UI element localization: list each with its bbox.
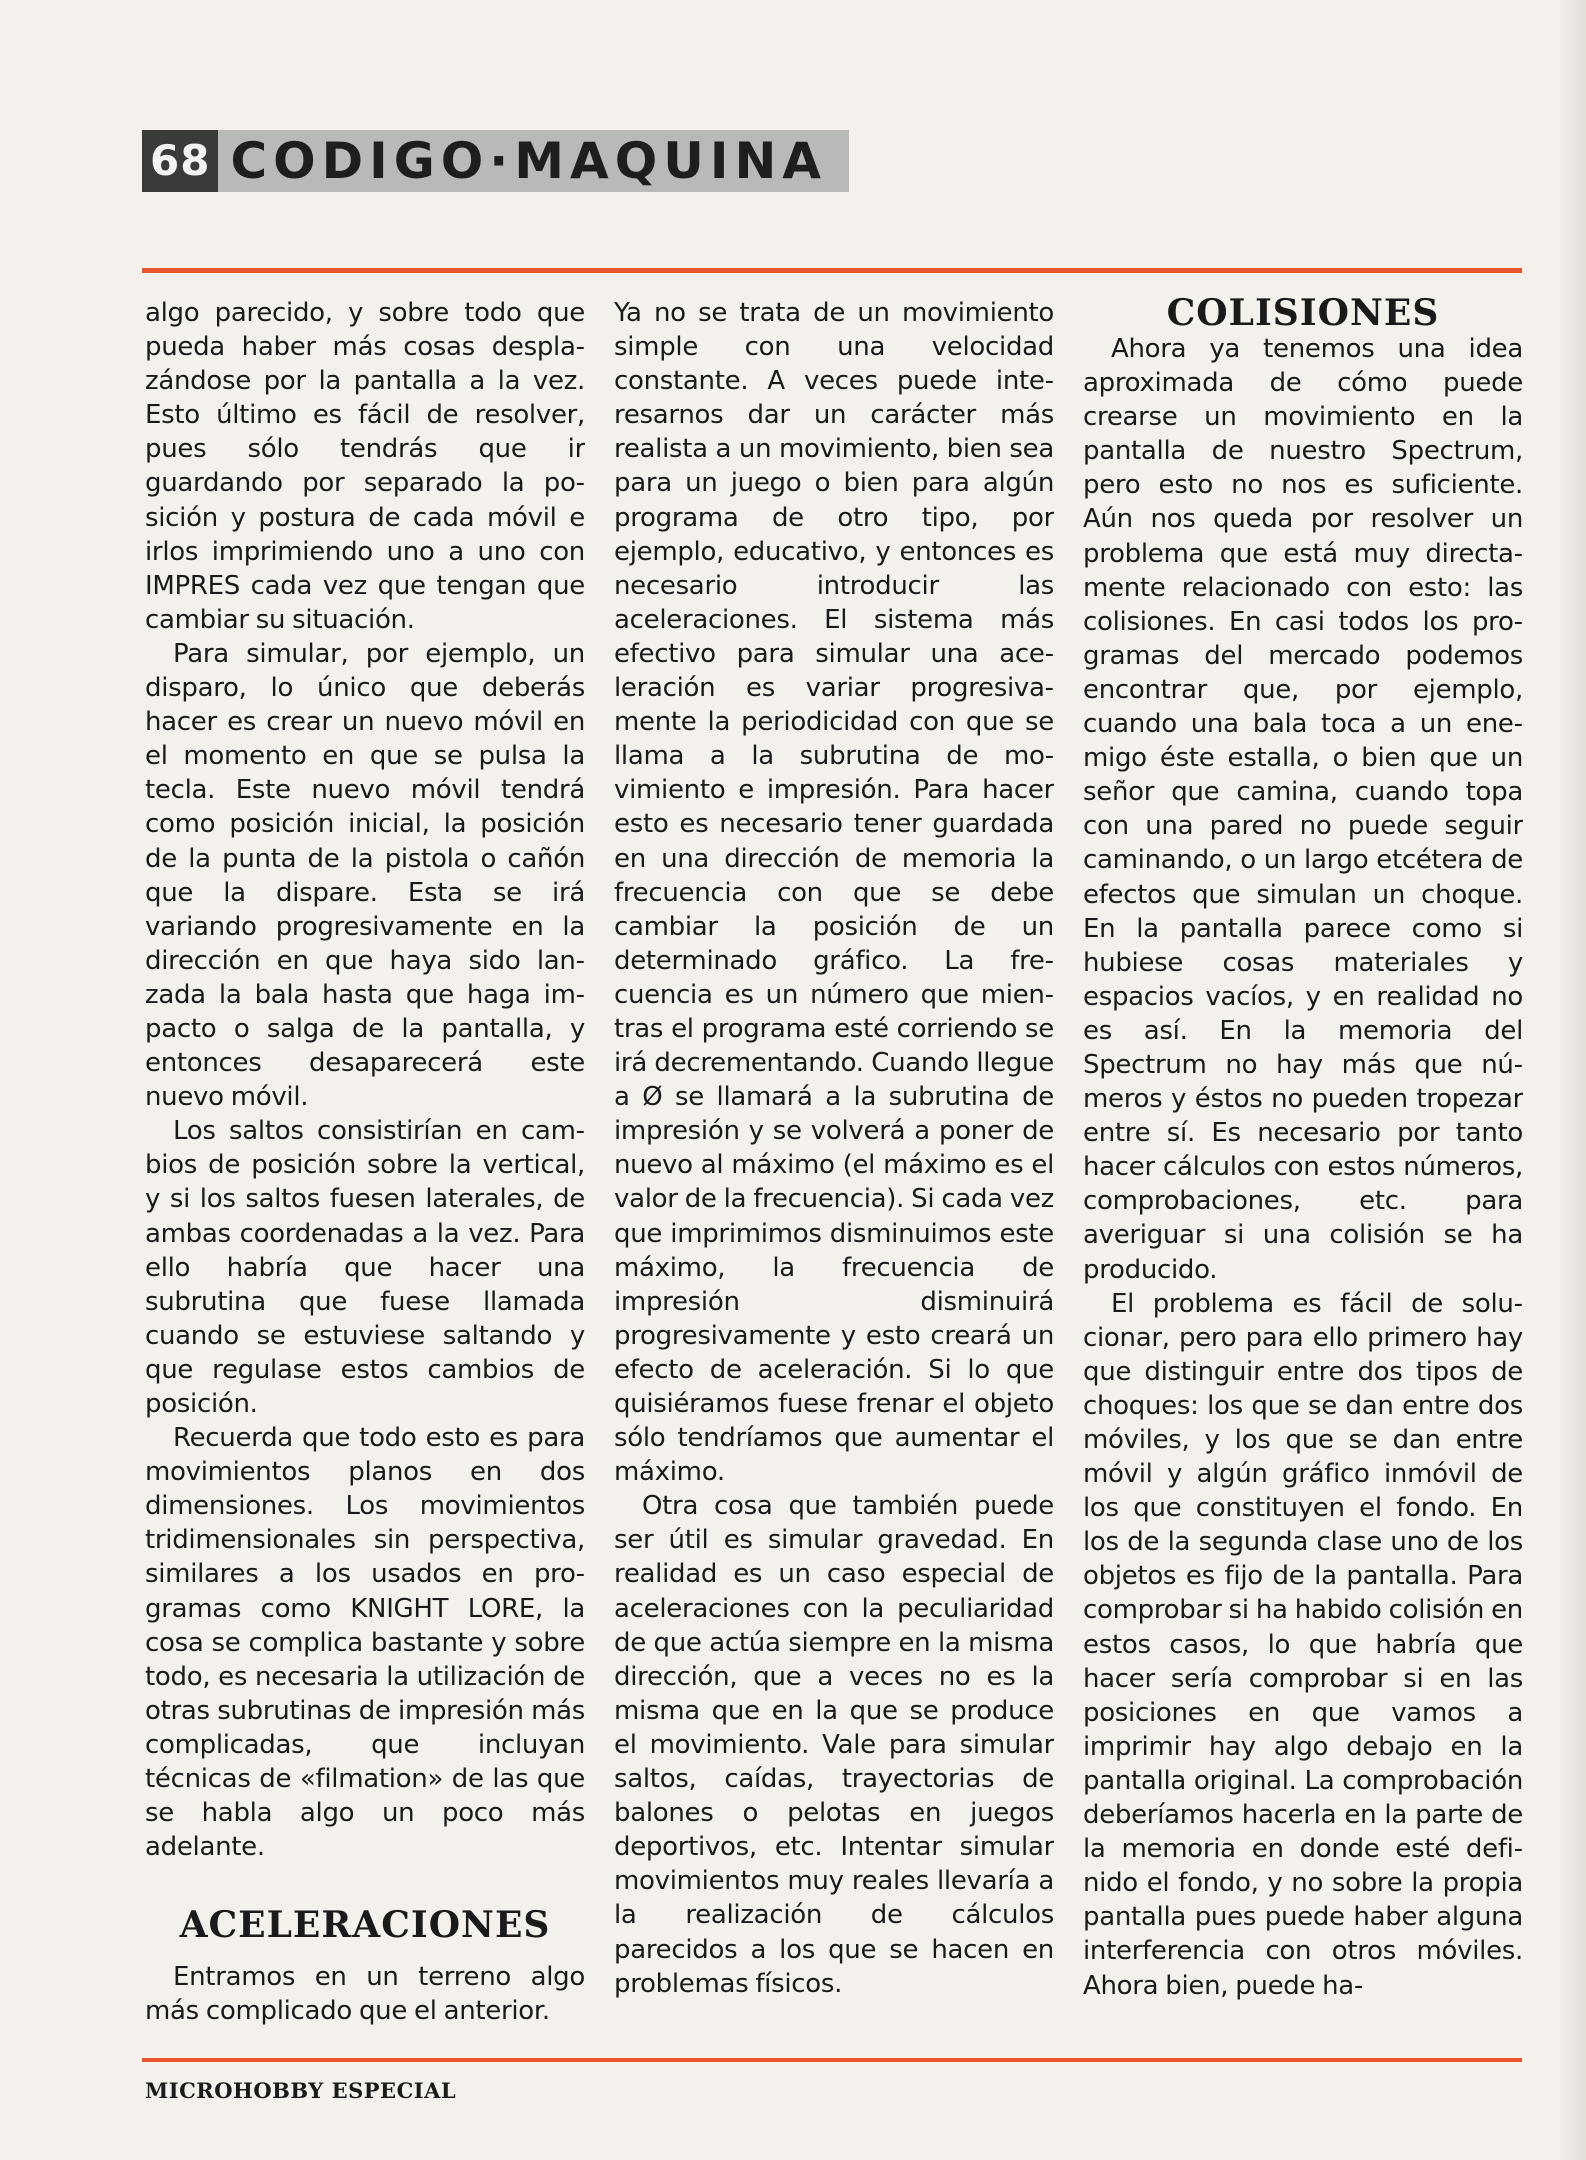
section-title: CODIGO·MAQUINA (230, 132, 828, 190)
paragraph: Recuerda que todo esto es para movimientos planos en dos dimensiones. Los movimientos tridimensionales sin perspectiva, similares a los usados en programas como KNIGHT LORE, la cosa se complica bastante y sobre todo, es necesaria la utilización de otras subrutinas de impresión más complicadas, que incluyan técnicas de «filmation» de las que se habla algo un poco más adelante. (145, 1423, 585, 1863)
paragraph: Ya no se trata de un movimiento simple con una velocidad constante. A veces puede interesarnos dar un carácter más realista a un movimiento, bien sea para un juego o bien para algún programa de otro tipo, por ejemplo, educativo, y entonces es necesario introducir las aceleraciones. El sistema más efectivo para simular una aceleración es variar progresivamente la periodicidad con que se llama a la subrutina de movimiento e impresión. Para hacer esto es necesario tener guardada en una dirección de memoria la frecuencia con que se debe cambiar la posición de un determinado gráfico. La frecuencia es un número que mientras el programa esté corriendo se irá decrementando. Cuando llegue a Ø se llamará a la subrutina de impresión y se volverá a poner de nuevo al máximo (el máximo es el valor de la frecuencia). Si cada vez que imprimimos disminuimos este máximo, la frecuencia de impresión disminuirá progresivamente y esto creará un efecto de aceleración. Si lo que quisiéramos fuese frenar el objeto sólo tendríamos que aumentar el máximo. (614, 298, 1054, 1488)
paragraph: Ahora ya tenemos una idea aproximada de cómo puede crearse un movimiento en la pantalla de nuestro Spectrum, pero esto no nos es suficiente. Aún nos queda por resolver un problema que está muy directamente relacionado con esto: las colisiones. En casi todos los programas del mercado podemos encontrar que, por ejemplo, cuando una bala toca a un enemigo éste estalla, o bien que un señor que camina, cuando topa con una pared no puede seguir caminando, o un largo etcétera de efectos que simulan un choque. En la pantalla parece como si hubiese cosas materiales y espacios vacíos, y en realidad no es así. En la memoria del Spectrum no hay más que números y éstos no pueden tropezar entre sí. Es necesario por tanto hacer cálculos con estos números, comprobaciones, etc. para averiguar si una colisión se ha producido. (1083, 334, 1523, 1285)
paragraph: Entramos en un terreno algo más complicado que el anterior. (145, 1962, 585, 2027)
paragraph: El problema es fácil de solucionar, pero para ello primero hay que distinguir entre dos tipos de choques: los que se dan entre dos móviles, y los que se dan entre móvil y algún gráfico inmóvil de los que constituyen el fondo. En los de la segunda clase uno de los objetos es fijo de la pantalla. Para comprobar si ha habido colisión en estos casos, lo que habría que hacer sería comprobar si en las posiciones en que vamos a imprimir hay algo debajo en la pantalla original. La comprobación deberíamos hacerla en la parte de la memoria en donde esté definido el fondo, y no sobre la propia pantalla pues puede haber alguna interferencia con otros móviles. Ahora bien, puede ha- (1083, 1288, 1523, 2001)
bottom-divider (142, 2058, 1522, 2062)
paragraph: Otra cosa que también puede ser útil es simular gravedad. En realidad es un caso especial de aceleraciones con la peculiaridad de que actúa siempre en la misma dirección, que a veces no es la misma que en la que se produce el movimiento. Vale para simular saltos, caídas, trayectorias de balones o pelotas en juegos deportivos, etc. Intentar simular movimientos muy reales llevaría a la realización de cálculos parecidos a los que se hacen en problemas físicos. (614, 1491, 1054, 1999)
page-edge-shadow (1558, 0, 1586, 2160)
paragraph: Para simular, por ejemplo, un disparo, lo único que deberás hacer es crear un nuevo móvil en el momento en que se pulsa la tecla. Este nuevo móvil tendrá como posición inicial, la posición de la punta de la pistola o cañón que la dispare. Esta se irá variando progresivamente en la dirección en que haya sido lanzada la bala hasta que haga impacto o salga de la pantalla, y entonces desaparecerá este nuevo móvil. (145, 638, 585, 1113)
heading-colisiones: COLISIONES (1166, 296, 1440, 334)
heading-aceleraciones: ACELERACIONES (179, 1904, 551, 1947)
paragraph: Los saltos consistirían en cambios de posición sobre la vertical, y si los saltos fuesen laterales, de ambas coordenadas a la vez. Para ello habría que hacer una subrutina que fuese llamada cuando se estuviese saltando y que regulase estos cambios de posición. (145, 1116, 585, 1419)
article-columns (145, 296, 1523, 2048)
column-1 (145, 296, 585, 2048)
page-number: 68 (142, 130, 218, 192)
paragraph: algo parecido, y sobre todo que pueda haber más cosas desplazándose por la pantalla a la vez. Esto último es fácil de resolver, pues sólo tendrás que ir guardando por separado la posición y postura de cada móvil e irlos imprimiendo uno a uno con IMPRES cada vez que tengan que cambiar su situación. (145, 298, 585, 635)
column-2 (614, 296, 1054, 2048)
top-divider (142, 268, 1522, 273)
section-header (142, 130, 849, 192)
column-3 (1083, 296, 1523, 2048)
footer-publication: MICROHOBBY ESPECIAL (145, 2078, 457, 2103)
